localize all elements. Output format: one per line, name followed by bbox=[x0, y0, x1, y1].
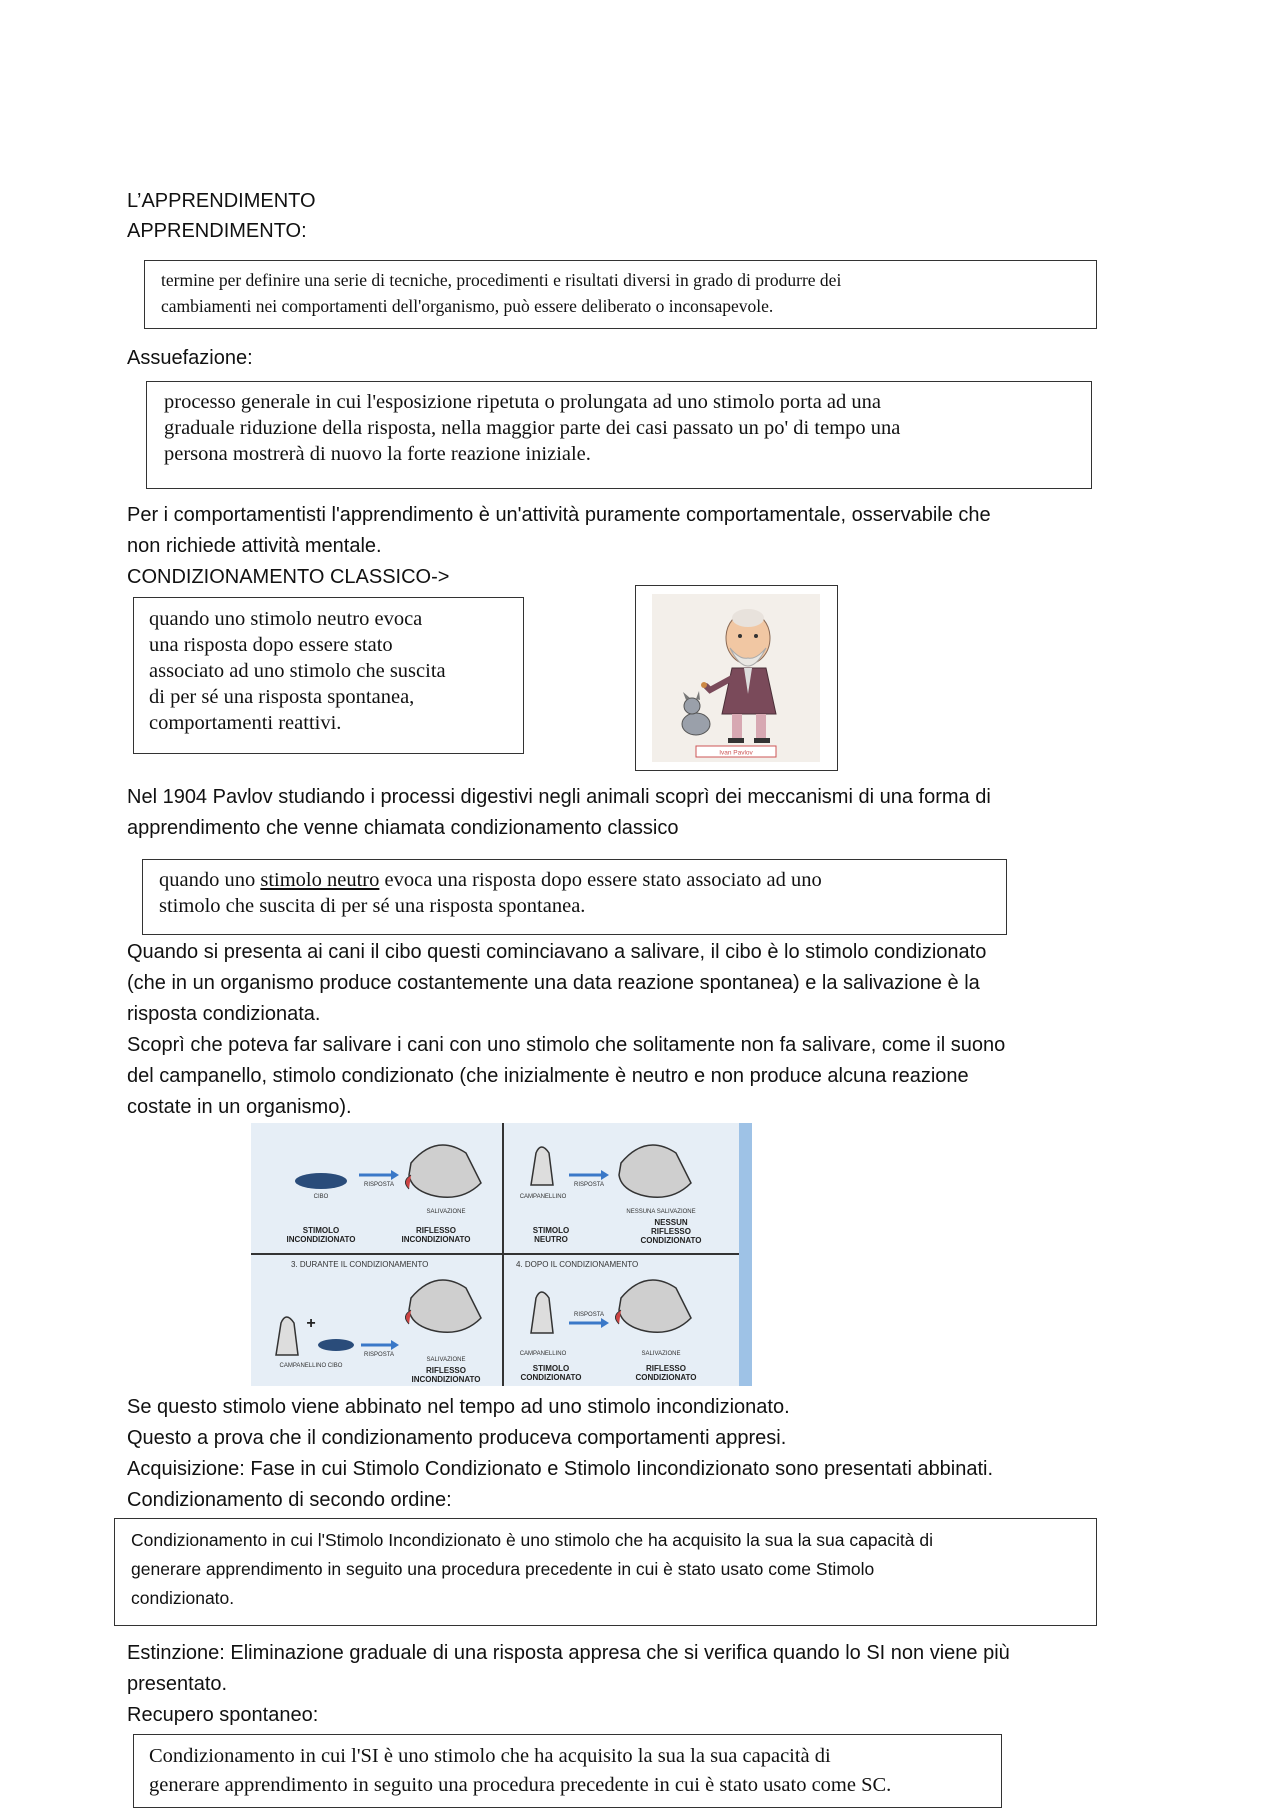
cibo-line: Scoprì che poteva far salivare i cani con uno stimolo che solitamente non fa salivare, come il suono bbox=[127, 1034, 1006, 1056]
secondo-ordine-line: Condizionamento in cui l'Stimolo Incondizionato è uno stimolo che ha acquisito la sua la sua capacità di bbox=[131, 1530, 934, 1550]
after-diagram-line: Se questo stimolo viene abbinato nel tempo ad uno stimolo incondizionato. bbox=[127, 1396, 790, 1418]
portrait-caption: Ivan Pavlov bbox=[719, 749, 753, 757]
recupero-spontaneo-box bbox=[133, 1734, 1002, 1808]
svg-text:STIMOLO: STIMOLO bbox=[532, 1364, 570, 1373]
svg-text:CONDIZIONATO: CONDIZIONATO bbox=[635, 1373, 697, 1382]
svg-text:CONDIZIONATO: CONDIZIONATO bbox=[520, 1373, 582, 1382]
svg-text:CIBO: CIBO bbox=[313, 1194, 329, 1200]
secondo-ordine-line: generare apprendimento in seguito una procedura precedente in cui è stato usato come Stimolo bbox=[131, 1559, 875, 1579]
cibo-line: (che in un organismo produce costantemente una data reazione spontanea) e la salivazione è la bbox=[127, 972, 980, 994]
cibo-line: Quando si presenta ai cani il cibo questi cominciavano a salivare, il cibo è lo stimolo condizionato bbox=[127, 941, 987, 963]
cibo-line: del campanello, stimolo condizionato (che inizialmente è neutro e non produce alcuna reazione bbox=[127, 1065, 969, 1087]
pavlov-line: Nel 1904 Pavlov studiando i processi digestivi negli animali scoprì dei meccanismi di una forma di bbox=[127, 786, 991, 808]
svg-text:3. DURANTE IL CONDIZIONAMENTO: 3. DURANTE IL CONDIZIONAMENTO bbox=[291, 1260, 429, 1269]
assuefazione-line: processo generale in cui l'esposizione ripetuta o prolungata ad uno stimolo porta ad una bbox=[164, 391, 881, 413]
cibo-line: risposta condizionata. bbox=[127, 1003, 321, 1025]
svg-text:SALIVAZIONE: SALIVAZIONE bbox=[426, 1357, 466, 1363]
svg-text:SALIVAZIONE: SALIVAZIONE bbox=[426, 1209, 466, 1215]
classico-line: quando uno stimolo neutro evoca bbox=[149, 608, 423, 630]
svg-text:CAMPANELLINO CIBO: CAMPANELLINO CIBO bbox=[279, 1363, 343, 1369]
classico-line: comportamenti reattivi. bbox=[149, 712, 342, 734]
assuefazione-box bbox=[146, 381, 1092, 489]
svg-text:CAMPANELLINO: CAMPANELLINO bbox=[519, 1194, 567, 1200]
svg-text:4. DOPO IL CONDIZIONAMENTO: 4. DOPO IL CONDIZIONAMENTO bbox=[516, 1260, 639, 1269]
estinzione-line: Estinzione: Eliminazione graduale di una risposta appresa che si verifica quando lo SI non viene più bbox=[127, 1642, 1010, 1664]
svg-text:RISPOSTA: RISPOSTA bbox=[364, 1182, 394, 1188]
secondo-ordine-line: condizionato. bbox=[131, 1588, 235, 1608]
definition2-line2: stimolo che suscita di per sé una risposta spontanea. bbox=[159, 895, 586, 917]
apprendimento-label: APPRENDIMENTO: bbox=[127, 220, 307, 242]
svg-text:NESSUNA SALIVAZIONE: NESSUNA SALIVAZIONE bbox=[626, 1209, 696, 1215]
svg-text:STIMOLO: STIMOLO bbox=[302, 1226, 340, 1235]
pavlov-caricature-image bbox=[636, 586, 836, 769]
estinzione-line: presentato. bbox=[127, 1673, 228, 1695]
pavlov-portrait-frame bbox=[635, 585, 838, 771]
condizionamento-classico-label: CONDIZIONAMENTO CLASSICO-> bbox=[127, 566, 450, 588]
svg-text:RIFLESSO: RIFLESSO bbox=[425, 1366, 467, 1375]
secondo-ordine-box bbox=[114, 1518, 1097, 1626]
assuefazione-label: Assuefazione: bbox=[127, 347, 253, 369]
definition-line: termine per definire una serie di tecniche, procedimenti e risultati diversi in grado di produrre dei bbox=[161, 270, 842, 290]
svg-text:INCONDIZIONATO: INCONDIZIONATO bbox=[286, 1235, 356, 1244]
svg-text:RISPOSTA: RISPOSTA bbox=[574, 1182, 604, 1188]
recupero-line: Condizionamento in cui l'SI è uno stimolo che ha acquisito la sua la sua capacità di bbox=[149, 1745, 831, 1767]
svg-text:INCONDIZIONATO: INCONDIZIONATO bbox=[411, 1375, 481, 1384]
svg-text:CONDIZIONATO: CONDIZIONATO bbox=[640, 1236, 702, 1245]
stimolo-neutro-box bbox=[142, 859, 1007, 935]
pavlov-conditioning-diagram bbox=[251, 1123, 752, 1386]
apprendimento-definition-box bbox=[144, 260, 1097, 329]
secondo-ordine-label: Condizionamento di secondo ordine: bbox=[127, 1489, 452, 1511]
recupero-line: generare apprendimento in seguito una procedura precedente in cui è stato usato come SC. bbox=[149, 1774, 892, 1796]
assuefazione-line: graduale riduzione della risposta, nella maggior parte dei casi passato un po' di tempo una bbox=[164, 417, 901, 439]
after-diagram-line: Questo a prova che il condizionamento produceva comportamenti appresi. bbox=[127, 1427, 787, 1449]
acquisizione-line: Acquisizione: Fase in cui Stimolo Condizionato e Stimolo Iincondizionato sono presentati abbinati. bbox=[127, 1458, 994, 1480]
svg-text:RIFLESSO: RIFLESSO bbox=[645, 1364, 687, 1373]
svg-text:+: + bbox=[306, 1315, 316, 1332]
condizionamento-classico-box bbox=[133, 597, 524, 754]
cibo-line: costate in un organismo). bbox=[127, 1096, 352, 1118]
svg-text:RISPOSTA: RISPOSTA bbox=[574, 1312, 604, 1318]
svg-text:SALIVAZIONE: SALIVAZIONE bbox=[641, 1351, 681, 1357]
classico-line: associato ad uno stimolo che suscita bbox=[149, 660, 446, 682]
definition2-line1: quando uno stimolo neutro evoca una risposta dopo essere stato associato ad uno bbox=[159, 869, 822, 891]
comportamentisti-line: Per i comportamentisti l'apprendimento è un'attività puramente comportamentale, osservabile che bbox=[127, 504, 991, 526]
svg-text:STIMOLO: STIMOLO bbox=[532, 1226, 570, 1235]
classico-line: di per sé una risposta spontanea, bbox=[149, 686, 415, 708]
svg-text:RIFLESSO: RIFLESSO bbox=[650, 1227, 692, 1236]
svg-text:NESSUN: NESSUN bbox=[654, 1218, 688, 1227]
classico-line: una risposta dopo essere stato bbox=[149, 634, 393, 656]
pavlov-line: apprendimento che venne chiamata condizionamento classico bbox=[127, 817, 679, 839]
svg-text:CAMPANELLINO: CAMPANELLINO bbox=[519, 1351, 567, 1357]
assuefazione-line: persona mostrerà di nuovo la forte reazione iniziale. bbox=[164, 443, 591, 465]
comportamentisti-line: non richiede attività mentale. bbox=[127, 535, 382, 557]
stimolo-neutro-underlined: stimolo neutro bbox=[260, 869, 380, 891]
svg-text:INCONDIZIONATO: INCONDIZIONATO bbox=[401, 1235, 471, 1244]
recupero-spontaneo-label: Recupero spontaneo: bbox=[127, 1704, 319, 1726]
svg-text:NEUTRO: NEUTRO bbox=[534, 1235, 568, 1244]
svg-text:RIFLESSO: RIFLESSO bbox=[415, 1226, 457, 1235]
svg-text:RISPOSTA: RISPOSTA bbox=[364, 1352, 394, 1358]
definition-line: cambiamenti nei comportamenti dell'organismo, può essere deliberato o inconsapevole. bbox=[161, 296, 774, 316]
page-title: L’APPRENDIMENTO bbox=[127, 190, 316, 212]
